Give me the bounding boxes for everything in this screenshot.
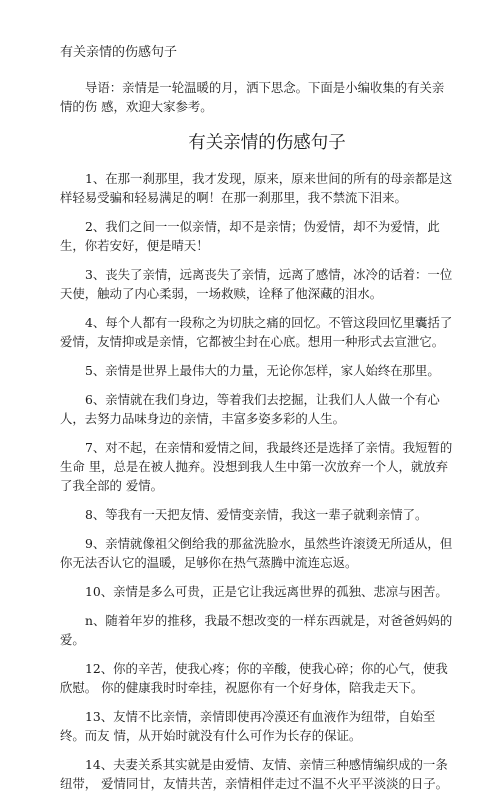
sentence-paragraph: n、随着年岁的推移，我最不想改变的一样东西就是，对爸爸妈妈的爱。 bbox=[60, 613, 453, 647]
sentence-paragraph: 3、丧失了亲情，远离丧失了亲情，远离了感情，冰冷的话着：一位天使，触动了内心柔弱，一场救赎，诠释了他深藏的泪水。 bbox=[60, 267, 453, 301]
sentence-paragraph: 14、夫妻关系其实就是由爱情、友情、亲情三种感情编织成的一条纽带， 爱情同甘，友情共苦，亲情相伴走过不温不火平平淡淡的日子。 bbox=[60, 757, 449, 791]
sentence-paragraph: 8、等我有一天把友情、爱情变亲情，我这一辈子就剩亲情了。 bbox=[85, 507, 428, 522]
sentence-paragraph: 9、亲情就像祖父倒给我的那盆洗脸水，虽然些许滚烫无所适从，但你无法否认它的温暖，足够你在热气蒸腾中流连忘返。 bbox=[60, 536, 453, 570]
sentence-paragraph: 12、你的辛苦，使我心疼；你的辛酸，使我心碎；你的心气，使我欣慰。 你的健康我时时牵挂，祝愿你有一个好身体，陪我走天下。 bbox=[60, 661, 448, 695]
sentence-paragraph: 5、亲情是世界上最伟大的力量，无论你怎样，家人始终在那里。 bbox=[85, 363, 440, 378]
main-heading: 有关亲情的伤感句子 bbox=[188, 133, 346, 153]
intro-paragraph: 导语：亲情是一轮温暖的月，洒下思念。下面是小编收集的有关亲情的伤 感，欢迎大家参考。 bbox=[60, 80, 445, 114]
sentence-paragraph: 4、每个人都有一段称之为切肤之痛的回忆。不管这段回忆里囊括了爱情，友情抑或是亲情，它都被尘封在心底。想用一种形式去宣泄它。 bbox=[60, 315, 453, 349]
sentence-paragraph: 1、在那一刹那里，我才发现，原来，原来世间的所有的母亲都是这样轻易受骗和轻易满足的啊！在那一刹那里，我不禁流下泪来。 bbox=[60, 171, 453, 205]
sentence-paragraph: 10、亲情是多么可贵，正是它让我远离世界的孤独、悲凉与困苦。 bbox=[85, 584, 448, 599]
sentence-paragraph: 7、对不起，在亲情和爱情之间，我最终还是选择了亲情。我短暂的生命 里，总是在被人抛弃。没想到我人生中第一次放弃一个人，就放弃了我全部的 爱情。 bbox=[60, 440, 453, 493]
sentence-paragraph: 2、我们之间一一似亲情，却不是亲情；伪爱情，却不为爱情，此生，你若安好，便是晴天！ bbox=[60, 219, 440, 253]
sentence-paragraph: 6、亲情就在我们身边，等着我们去挖掘，让我们人人做一个有心人，去努力品味身边的亲情，丰富多姿多彩的人生。 bbox=[60, 392, 440, 426]
document-title: 有关亲情的伤感句子 bbox=[60, 45, 178, 60]
sentence-paragraph: 13、友情不比亲情，亲情即使再冷漠还有血液作为纽带，自始至终。而友 情，从开始时就没有什么可作为长存的保证。 bbox=[60, 709, 436, 743]
